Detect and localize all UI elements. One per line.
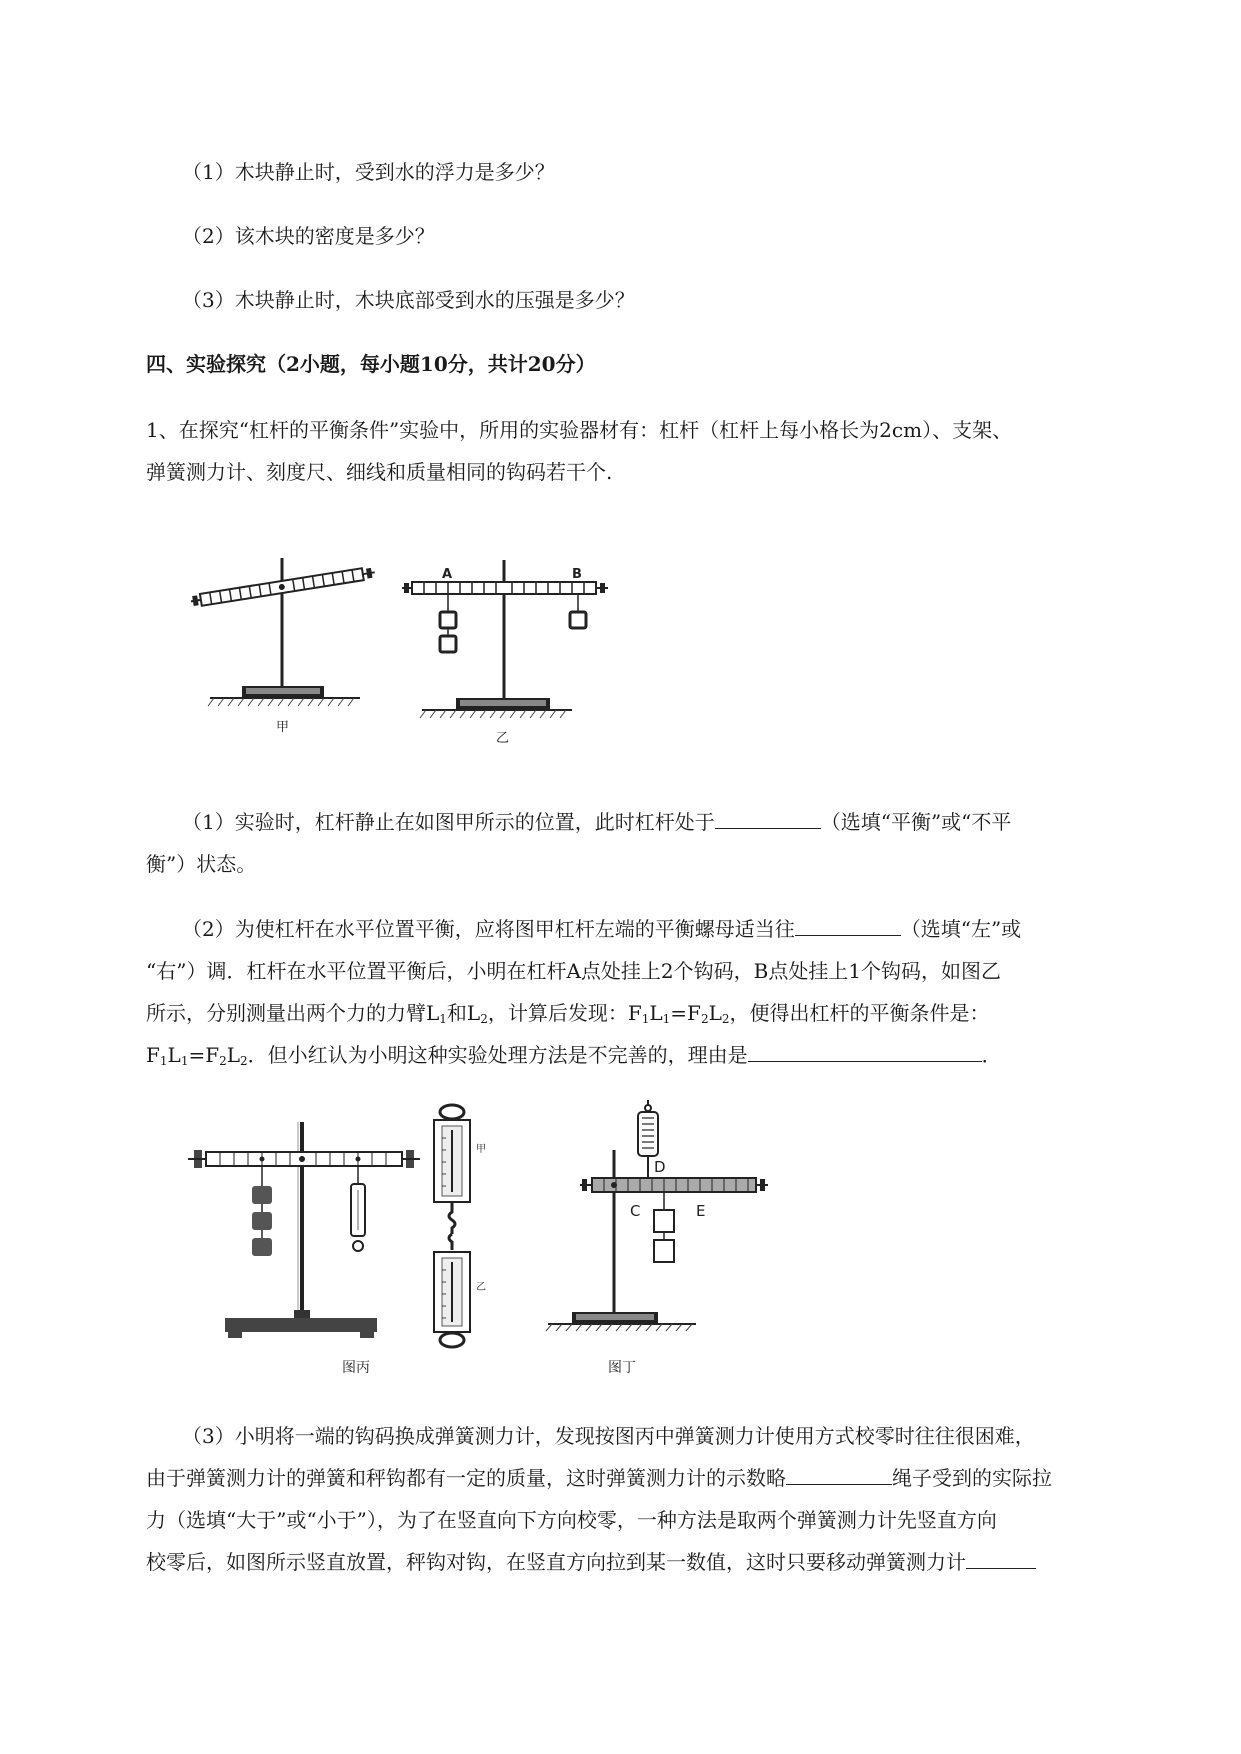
label-tu-bing: 图丙	[342, 1360, 370, 1376]
sub3-line-1: （3）小明将一端的钩码换成弹簧测力计，发现按图丙中弹簧测力计使用方式校零时往往很困难，	[182, 1424, 1035, 1448]
point-b-label: B	[572, 567, 582, 582]
subscript: 1	[159, 1054, 168, 1068]
sub2-line-3	[146, 999, 990, 1027]
label-tu-ding: 图丁	[608, 1360, 636, 1376]
sub3-line-2	[146, 1464, 1052, 1492]
sub2-text-pre: （2）为使杠杆在水平位置平衡，应将图甲杠杆左端的平衡螺母适当往	[182, 917, 795, 941]
sub3-text-pre: 由于弹簧测力计的弹簧和秤钩都有一定的质量，这时弹簧测力计的示数略	[146, 1466, 786, 1490]
sub2-l3-part: 所示，分别测量出两个力的力臂L	[146, 1001, 440, 1025]
subscript: 2	[219, 1054, 227, 1068]
sub2-l4-part: L	[167, 1043, 181, 1067]
question-3: （3）木块静止时，木块底部受到水的压强是多少？	[182, 288, 635, 312]
sub2-line-4	[146, 1041, 1002, 1069]
sub1-line-1	[182, 808, 1011, 836]
problem-intro-line-2: 弹簧测力计、刻度尺、细线和质量相同的钩码若干个.	[146, 460, 613, 484]
spring-scales-pair	[434, 1105, 486, 1347]
subscript: 2	[480, 1012, 488, 1026]
subscript: 1	[180, 1054, 189, 1068]
sub2-l3-part: L	[708, 1001, 722, 1025]
section-title: 四、实验探究（2小题，每小题10分，共计20分）	[146, 352, 596, 376]
sub2-l3-part: 和L	[446, 1001, 481, 1025]
question-1: （1）木块静止时，受到水的浮力是多少？	[182, 160, 555, 184]
answer-blank-3[interactable]	[748, 1041, 982, 1062]
sub2-l4-part: ．但小红认为小明这种实验处理方法是不完善的，理由是	[247, 1043, 748, 1067]
sub3-l4-text: 校零后，如图所示竖直放置，秤钩对钩，在竖直方向拉到某一数值，这时只要移动弹簧测力计	[146, 1550, 966, 1574]
sub2-l4-part: =F	[188, 1043, 220, 1067]
subscript: 1	[641, 1012, 650, 1026]
label-scale-jia: 甲	[476, 1144, 486, 1155]
sub2-line-2: “右”）调．杠杆在水平位置平衡后，小明在杠杆A点处挂上2个钩码，B点处挂上1个钩码，如图乙	[146, 959, 1002, 983]
sub2-text-post: （选填“左”或	[900, 917, 1022, 941]
sub2-l3-part: =F	[670, 1001, 701, 1025]
lever-stand-jia	[190, 558, 376, 735]
sub1-text-post: （选填“平衡”或“不平	[820, 810, 1012, 834]
point-a-label: A	[442, 567, 453, 582]
subscript: 2	[700, 1012, 709, 1026]
answer-blank-4[interactable]	[786, 1464, 892, 1485]
label-yi: 乙	[496, 731, 510, 746]
sub3-text-post: 绳子受到的实际拉	[892, 1466, 1052, 1490]
sub2-line-1	[182, 915, 1021, 943]
sub2-l3-part: ，便得出杠杆的平衡条件是：	[729, 1001, 990, 1025]
lever-figure-jia-yi	[190, 548, 640, 748]
answer-blank-2[interactable]	[795, 915, 901, 936]
lever-stand-yi	[402, 560, 608, 746]
sub2-l4-part: F	[146, 1043, 160, 1067]
point-c-label: C	[630, 1202, 641, 1220]
point-e-label: E	[696, 1202, 706, 1220]
subscript: 1	[662, 1012, 671, 1026]
sub3-line-3: 力（选填“大于”或“小于”），为了在竖直向下方向校零，一种方法是取两个弹簧测力计先竖直方向	[146, 1508, 997, 1532]
figure-bing-ding	[180, 1100, 840, 1400]
sub1-line-2: 衡”）状态。	[146, 852, 257, 876]
label-scale-yi: 乙	[476, 1282, 486, 1293]
sub3-line-4	[146, 1548, 1036, 1576]
label-jia: 甲	[276, 720, 290, 735]
sub2-l3-part: L	[649, 1001, 663, 1025]
sub2-l4-part: L	[226, 1043, 241, 1067]
sub2-l4-end: ．	[981, 1043, 1002, 1067]
problem-intro-line-1: 1、在探究“杠杆的平衡条件”实验中，所用的实验器材有：杠杆（杠杆上每小格长为2cm）、支架、	[146, 418, 1013, 442]
sub1-text-pre: （1）实验时，杠杆静止在如图甲所示的位置，此时杠杆处于	[182, 810, 715, 834]
sub2-l3-part: ，计算后发现：F	[487, 1001, 642, 1025]
lever-stand-bing	[188, 1122, 420, 1376]
answer-blank-5[interactable]	[966, 1548, 1036, 1569]
lever-stand-ding	[546, 1100, 768, 1376]
question-2: （2）该木块的密度是多少？	[182, 224, 435, 248]
answer-blank-1[interactable]	[715, 808, 821, 829]
subscript: 2	[240, 1054, 248, 1068]
point-d-label: D	[654, 1158, 666, 1176]
subscript: 1	[439, 1012, 447, 1026]
subscript: 2	[721, 1012, 730, 1026]
